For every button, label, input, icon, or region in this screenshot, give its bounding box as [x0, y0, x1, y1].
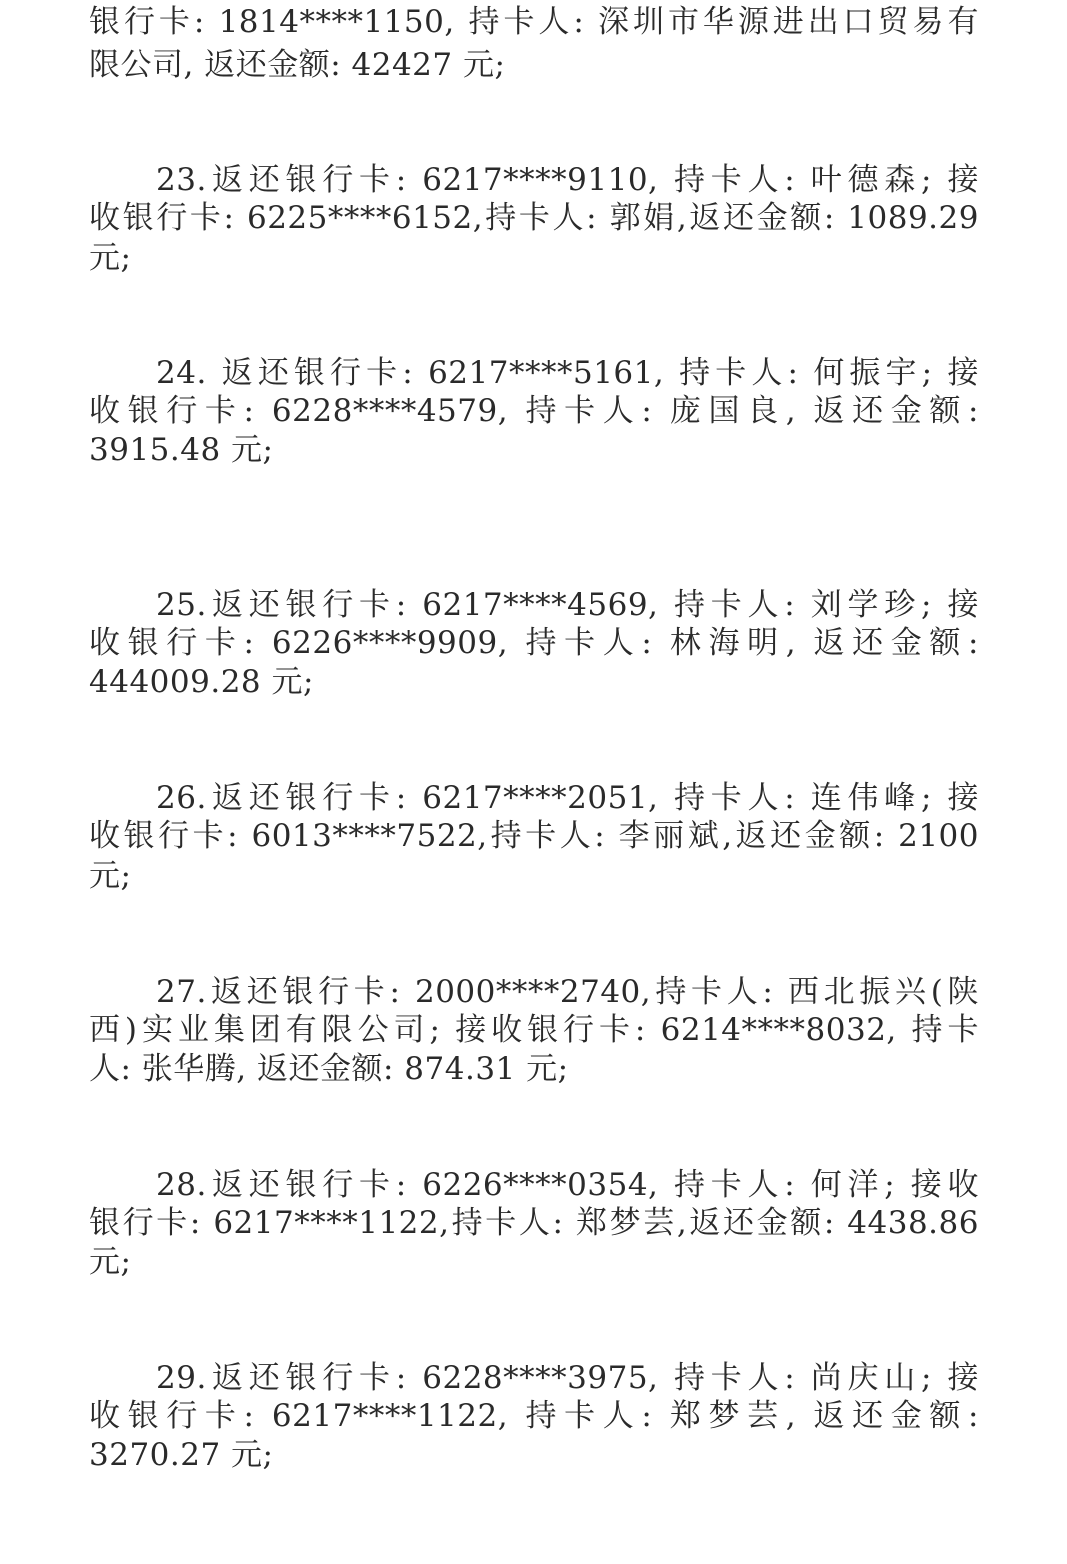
entry-line: 444009.28 元; — [89, 664, 314, 700]
entry-line: 元; — [89, 858, 132, 894]
entry-line: 收银行卡: 6226****9909, 持卡人: 林海明, 返还金额: — [89, 625, 979, 661]
entry-line: 3270.27 元; — [89, 1437, 274, 1473]
entry-line: 26.返还银行卡: 6217****2051, 持卡人: 连伟峰; 接 — [156, 780, 979, 816]
entry-line: 25.返还银行卡: 6217****4569, 持卡人: 刘学珍; 接 — [156, 587, 979, 623]
entry-line: 人: 张华腾, 返还金额: 874.31 元; — [89, 1051, 569, 1087]
entry-line: 27.返还银行卡: 2000****2740,持卡人: 西北振兴(陕 — [156, 974, 979, 1010]
entry-line: 银行卡: 1814****1150, 持卡人: 深圳市华源进出口贸易有 — [89, 4, 979, 40]
entry-line: 收银行卡: 6228****4579, 持卡人: 庞国良, 返还金额: — [89, 393, 979, 429]
entry-line: 元; — [89, 240, 132, 276]
entry-line: 3915.48 元; — [89, 432, 274, 468]
entry-line: 银行卡: 6217****1122,持卡人: 郑梦芸,返还金额: 4438.86 — [89, 1205, 979, 1241]
entry-line: 收银行卡: 6013****7522,持卡人: 李丽斌,返还金额: 2100 — [89, 818, 979, 854]
entry-line: 24. 返还银行卡: 6217****5161, 持卡人: 何振宇; 接 — [156, 355, 979, 391]
entry-line: 28.返还银行卡: 6226****0354, 持卡人: 何洋; 接收 — [156, 1167, 979, 1203]
entry-line: 29.返还银行卡: 6228****3975, 持卡人: 尚庆山; 接 — [156, 1360, 979, 1396]
entry-line: 收银行卡: 6217****1122, 持卡人: 郑梦芸, 返还金额: — [89, 1398, 979, 1434]
entry-line: 限公司, 返还金额: 42427 元; — [89, 47, 506, 83]
entry-line: 元; — [89, 1244, 132, 1280]
entry-line: 西)实业集团有限公司; 接收银行卡: 6214****8032, 持卡 — [89, 1012, 979, 1048]
entry-line: 23.返还银行卡: 6217****9110, 持卡人: 叶德森; 接 — [156, 162, 979, 198]
entry-line: 收银行卡: 6225****6152,持卡人: 郭娟,返还金额: 1089.29 — [89, 200, 979, 236]
